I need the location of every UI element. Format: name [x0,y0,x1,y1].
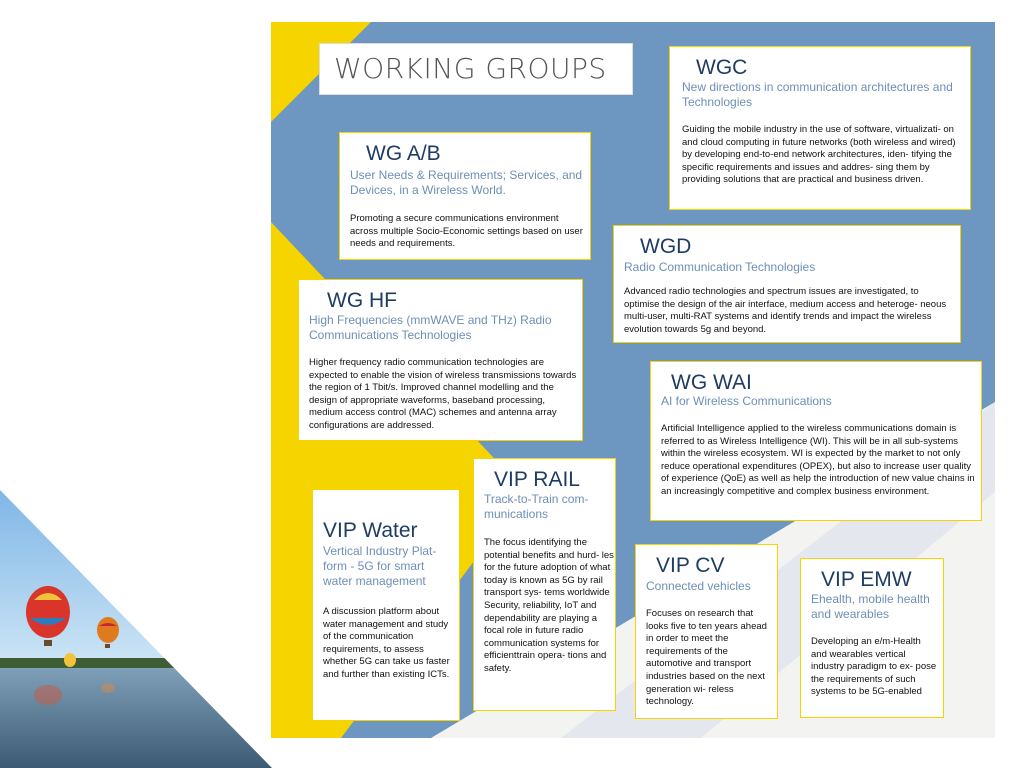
card-title: WG A/B [366,142,441,165]
card-subtitle: High Frequencies (mmWAVE and THz) Radio Communications Technologies [309,313,552,342]
card-title: WGD [640,235,692,258]
card-subtitle: Connected vehicles [646,579,751,593]
card-vipwater [312,489,460,721]
card-title: WG HF [327,289,397,312]
card-title: WG WAI [671,371,752,394]
card-description: Developing an e/m-Health and wearables vertical industry paradigm to ex- pose the requirements of such systems to be 5G-enabled [811,636,937,698]
card-subtitle: Radio Communication Technologies [624,260,816,274]
card-description: Focuses on research that looks five to ten years ahead in order to meet the requirements of the automotive and transport industries based on the next generation wi- reless technology. [646,608,767,708]
card-subtitle: AI for Wireless Communications [661,394,832,408]
card-wghf [298,279,583,441]
page-title: WORKING GROUPS [334,52,607,85]
card-vipcv [635,544,778,719]
card-viprail [473,458,616,711]
card-title: VIP Water [323,519,418,542]
card-wgd [613,225,961,343]
card-subtitle: Track-to-Train com- munications [484,492,589,521]
card-description: Advanced radio technologies and spectrum issues are investigated, to optimise the design of the air interface, medium access and heteroge- neous multi-user, multi-RAT systems and identify trends and impact the wireless evolution towards 5g and beyond. [624,286,947,335]
card-wgwai [650,361,982,521]
card-wgc [669,46,971,210]
card-title: VIP RAIL [494,468,580,491]
card-description: Artificial Intelligence applied to the wireless communications domain is referred to as Wireless Intelligence (WI). This will be in all sub-systems within the wireless ecosystem. WI is expected by the market to not only reduce operational expenditures (OPEX), but also to increase user quality of experience (QoE) as well as help the introduction of new value chains in an increasingly competitive and complex business environment. [661,423,975,497]
card-description: Promoting a secure communications environment across multiple Socio-Economic settings based on user needs and requirements. [350,213,583,250]
card-description: The focus identifying the potential benefits and hurd- les for the future adoption of what today is known as 5G by rail transport sys- tems worldwide Security, reliability, IoT and dependability are playing a focal role in future radio communication systems for efficienttrain opera- tions and safety. [484,537,614,674]
card-description: Higher frequency radio communication technologies are expected to enable the vision of wireless transmissions towards the region of 1 Tbit/s. Improved channel modelling and the design of appropriate waveforms, baseband processing, medium access control (MAC) schemes and antenna array configurations are addressed. [309,357,577,431]
card-description: A discussion platform about water management and study of the communication requirements, to assess whether 5G can take us faster and further than existing ICTs. [323,606,450,680]
card-description: Guiding the mobile industry in the use of software, virtualizati- on and cloud computing in future networks (both wireless and wired) by developing end-to-end network architectures, iden- tifying the specific requirements and issues and addres- sing them by providing solutions that are practical and business driven. [682,124,956,186]
card-title: VIP EMW [821,568,912,591]
card-subtitle: New directions in communication architectures and Technologies [682,80,953,109]
card-subtitle: User Needs & Requirements; Services, and Devices, in a Wireless World. [350,168,583,197]
hot-air-balloons-lake-photo [0,490,272,768]
working-groups-poster [271,22,995,738]
card-title: VIP CV [656,554,725,577]
card-subtitle: Ehealth, mobile health and wearables [811,592,930,621]
card-subtitle: Vertical Industry Plat- form - 5G for smart water management [323,544,437,588]
card-title: WGC [696,56,748,79]
title-box [319,43,633,95]
card-wgab [339,132,591,260]
card-vipemw [800,558,944,718]
